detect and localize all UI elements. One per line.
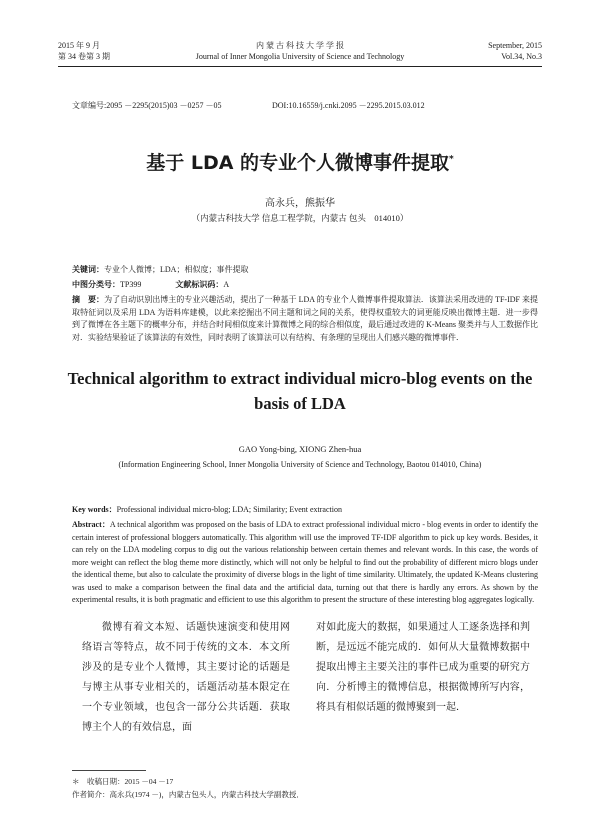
title-text: 基于 LDA 的专业个人微博事件提取	[146, 152, 450, 174]
article-number: 文章编号:2095 －2295(2015)03 －0257 －05	[72, 101, 222, 110]
footnote-received: ＊ 收稿日期：2015 －04 －17	[72, 777, 174, 786]
title-footnote-mark: *	[449, 154, 454, 165]
affiliation-en: (Information Engineering School, Inner Mongolia University of Science and Technology, Baotou 014010, China)	[118, 460, 482, 469]
keywords-en-text: Professional individual micro-blog; LDA; Similarity; Event extraction	[116, 505, 342, 514]
clc-label: 中图分类号：	[72, 280, 120, 289]
footnote-author-bio: 作者简介：高永兵(1974 －)，内蒙古包头人，内蒙古科技大学副教授．	[72, 790, 304, 799]
abstract-en	[72, 519, 538, 607]
keywords-en-label: Key words：	[72, 505, 117, 514]
abstract-zh-text: 为了自动识别出博主的专业兴趣活动，提出了一种基于 LDA 的专业个人微博事件提取算法．该算法采用改进的 TF-IDF 来提取特征词以及采用 LDA 为语料库建模，以此来挖掘出不同主题和词之间的关系，使得权重较大的词更能反映出微博主题．进一步得到了微博在各主题下的概率分布，并结合时间相似度来计算微博之间的综合相似度，最后通过改进的 K-Means 聚类并与人工数据作比对．实验结果验证了该算法的有效性，同时表明了该算法可以有结构、有条理的呈现出人们感兴趣的微博事件．	[72, 295, 539, 342]
journal-title-en: Journal of Inner Mongolia University of Science and Technology	[195, 52, 405, 61]
abstract-zh-label: 摘 要：	[72, 295, 105, 304]
keywords-en	[72, 504, 540, 517]
header-volume-en: Vol.34, No.3	[501, 52, 542, 61]
paper-title-zh	[0, 148, 600, 175]
header-date-en: September, 2015	[488, 41, 542, 50]
abstract-en-label: Abstract：	[72, 520, 110, 529]
header-center	[58, 40, 542, 62]
doi: DOI:10.16559/j.cnki.2095 －2295.2015.03.012	[272, 101, 425, 110]
abstract-en-text: A technical algorithm was proposed on the basis of LDA to extract professional individual micro - blog events in order to identify the certain interest of professional bloggers automatically. This algorithm will use the improved TF-IDF algorithm to pick up key words. Besides, it can rely on the LDA modeling corpus to dig out the various relationship between certain themes and relevant words. In this case, the words of more weight can reflect the blog theme more distinctly, which will not only be helpful to find out the probability of different micro blogs under the identical theme, but also to calculate the proximity of diverse blogs in the light of time similarity. Ultimately, the updated K-Means clustering was used to make a comparison between the final data and the artificial data, turning out that there is hardly any errors. As shown by the experimental results, it is both pragmatic and efficient to use this algorithm to present the structure of these interesting blog aggregates logically.	[72, 520, 538, 604]
body-column-left: 微博有着文本短、话题快速演变和使用网络语言等特点，故不同于传统的文本．本文所涉及的是专业个人微博，其主要讨论的话题是与博主从事专业相关的，话题活动基本限定在一个专业领域，也包含一部分公共话题．获取博主个人的有效信息，面	[82, 622, 290, 733]
doc-code-label: 文献标识码：	[175, 280, 224, 289]
keywords-label: 关键词：	[72, 265, 104, 274]
header-right	[488, 40, 542, 62]
clc-code: TP399	[120, 280, 142, 289]
paper-title-en: Technical algorithm to extract individual micro-blog events on the basis of LDA	[67, 369, 533, 413]
authors-zh: 高永兵，熊振华	[265, 198, 335, 209]
authors-en: GAO Yong-bing, XIONG Zhen-hua	[238, 444, 362, 454]
keywords-text: 专业个人微博；LDA；相似度；事件提取	[104, 265, 249, 274]
body-column-right: 对如此庞大的数据，如果通过人工逐条选择和判断，是远远不能完成的．如何从大量微博数据中提取出博主主要关注的事件已成为重要的研究方向．分析博主的微博信息，根据微博所写内容，将具有相似话题的微博聚到一起．	[316, 622, 530, 713]
footnote-rule	[72, 770, 146, 771]
journal-title-zh: 内 蒙 古 科 技 大 学 学 报	[256, 41, 344, 50]
classification-line	[72, 279, 540, 292]
running-header	[58, 40, 542, 68]
doc-code: A	[223, 280, 230, 289]
affiliation-zh: （内蒙古科技大学 信息工程学院，内蒙古 包头 014010）	[191, 213, 409, 223]
header-rule	[58, 66, 542, 67]
header-volume: 第 34 卷第 3 期	[58, 52, 110, 61]
keywords-zh	[72, 264, 540, 277]
header-date: 2015 年 9 月	[58, 41, 100, 50]
abstract-zh	[72, 294, 538, 344]
